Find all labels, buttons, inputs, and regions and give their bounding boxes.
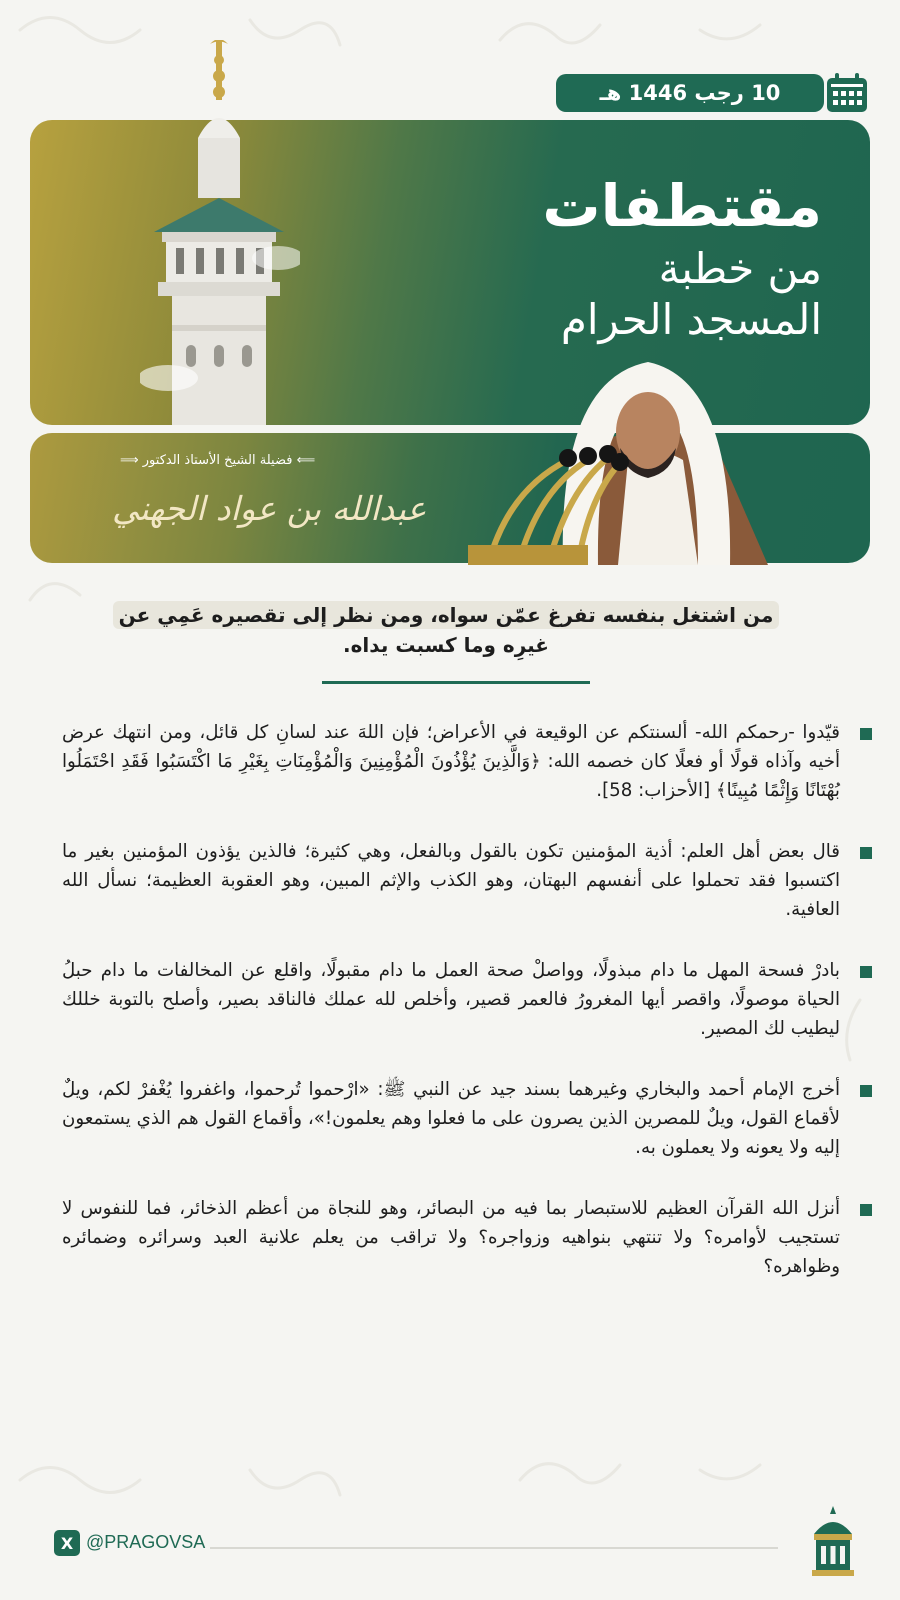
list-item: أخرج الإمام أحمد والبخاري وغيرهما بسند جيد عن النبي ﷺ: «ارْحموا تُرحموا، واغفروا يُغْفرْ لكم، ويلٌ لأقماع القول، ويلٌ للمصرين الذين يصرون على ما فعلوا وهم يعلمون!»، وأقماع القول هم الذي يستمعون إليه ولا يعونه ولا يعملون به. (62, 1075, 840, 1162)
hero-title-line2: من خطبة (658, 244, 822, 293)
list-item: بادرْ فسحة المهل ما دام مبذولًا، وواصلْ صحة العمل ما دام مقبولًا، واقلع عن المخالفات ما دام حبلُ الحياة موصولًا، واقصر أيها المغرورُ فالعمر قصير، وأخلص لله عملك فالناقد بصير، وأصلح بالتوبة خللك ليطيب لك المصير. (62, 956, 840, 1043)
hero-title-line3: المسجد الحرام (560, 295, 822, 344)
hijri-date: 10 رجب 1446 هـ (599, 81, 781, 105)
date-badge (556, 74, 824, 112)
quote-line2: غيرِه وما كسبت يداه. (343, 633, 549, 657)
bullet-icon (860, 966, 872, 978)
list-item: أنزل الله القرآن العظيم للاستبصار بما فيه من البصائر، وهو للنجاة من أعظم الذخائر، فما للنفوس لا تستجيب لأوامره؟ ولا تنتهي بنواهيه وزواجره؟ ولا تراقب من يعلم علانية العبد وسرائره وضمائره وظواهره؟ (62, 1194, 840, 1281)
x-social-icon[interactable]: X (54, 1530, 80, 1556)
list-item: قال بعض أهل العلم: أذية المؤمنين تكون بالقول وبالفعل، وهي كثيرة؛ فالذين يؤذون المؤمنين بغير ما اكتسبوا فقد تحملوا على أنفسهم البهتان، وهو الكذب والإثم المبين، وهو العقوبة العظيمة؛ نسأل الله العافية. (62, 837, 840, 924)
calendar-icon (824, 71, 870, 115)
bullet-icon (860, 1085, 872, 1097)
speaker-title-text: فضيلة الشيخ الأستاذ الدكتور (142, 453, 293, 468)
highlight-quote (72, 600, 820, 660)
list-item: قيّدوا -رحمكم الله- ألسنتكم عن الوقيعة في الأعراض؛ فإن اللهَ عند لسانِ كل قائل، ومن انتهك عرض أخيه وآذاه قولًا أو فعلًا كان خصمه الله: ﴿وَالَّذِينَ يُؤْذُونَ الْمُؤْمِنِينَ وَالْمُؤْمِنَاتِ بِغَيْرِ مَا اكْتَسَبُوا فَقَدِ احْتَمَلُوا بُهْتَانًا وَإِثْمًا مُبِينًا﴾ [الأحزاب: 58]. (62, 718, 840, 805)
section-divider (322, 681, 590, 684)
footer-divider (210, 1547, 778, 1549)
excerpts-list (62, 718, 840, 1313)
quote-line1: من اشتغل بنفسه تفرغ عمّن سواه، ومن نظر إلى تقصيره عَمِي عن (113, 601, 780, 629)
speaker-title: ⟸ فضيلة الشيخ الأستاذ الدكتور ⟹ (120, 453, 316, 468)
minaret-image (140, 40, 300, 425)
speaker-name: عبدالله بن عواد الجهني (112, 489, 427, 528)
social-handle-link[interactable]: @PRAGOVSA (86, 1532, 206, 1552)
bullet-icon (860, 847, 872, 859)
speaker-photo (468, 340, 788, 565)
bullet-icon (860, 1204, 872, 1216)
hero-title (542, 172, 822, 344)
bullet-icon (860, 728, 872, 740)
presidency-logo (808, 1504, 858, 1580)
hero-title-line1: مقتطفات (542, 172, 822, 240)
